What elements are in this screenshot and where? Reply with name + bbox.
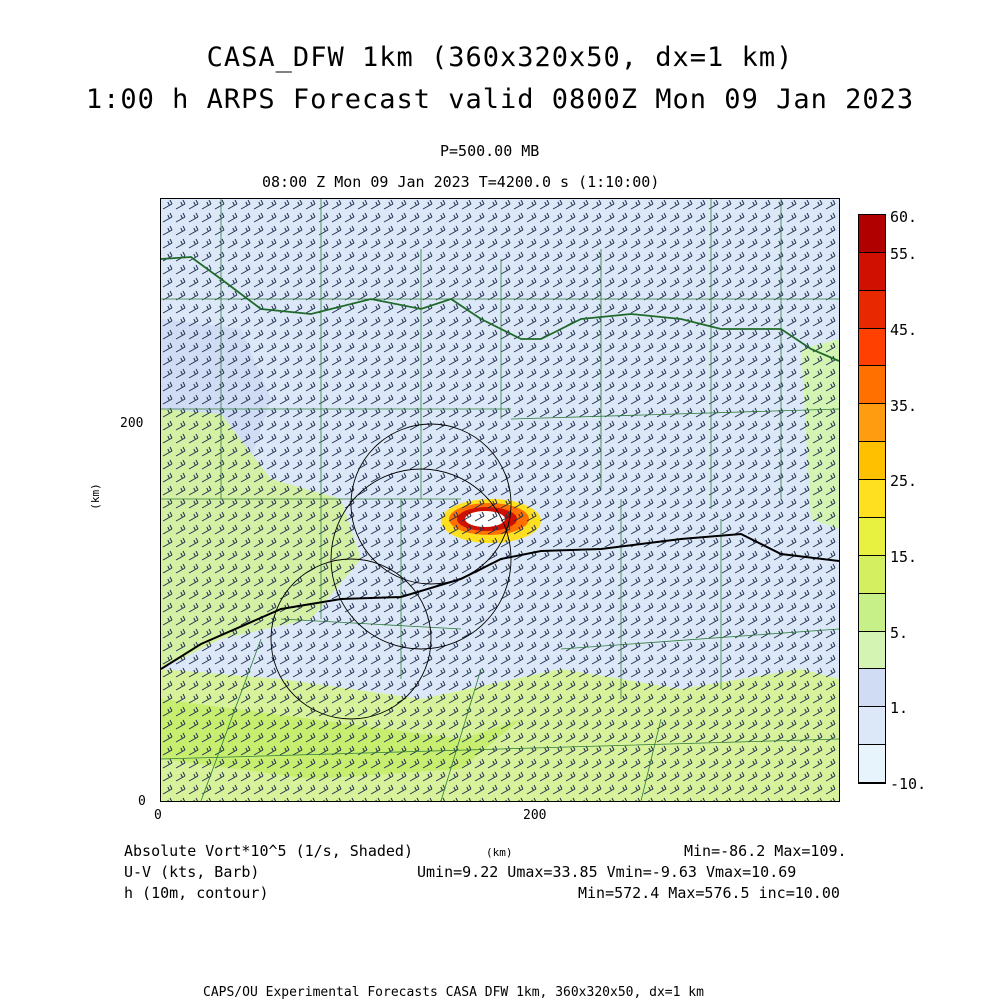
title-line-1: CASA_DFW 1km (360x320x50, dx=1 km) xyxy=(206,42,794,73)
colorbar-swatch xyxy=(859,594,885,632)
colorbar-swatch xyxy=(859,669,885,707)
valid-time: 08:00 Z Mon 09 Jan 2023 T=4200.0 s (1:10:00) xyxy=(262,173,660,191)
colorbar-swatch xyxy=(859,442,885,480)
y-tick-label-200: 200 xyxy=(120,416,144,431)
legend-field-1-stats: Min=-86.2 Max=109. xyxy=(684,842,847,860)
colorbar-label-5: 5. xyxy=(890,624,909,642)
pressure-level: P=500.00 MB xyxy=(440,142,540,160)
x-axis-label: (km) xyxy=(486,846,513,859)
colorbar-swatch xyxy=(859,745,885,783)
map-plot-area xyxy=(160,198,840,802)
legend-field-2-stats: Umin=9.22 Umax=33.85 Vmin=-9.63 Vmax=10.69 xyxy=(417,863,797,881)
x-tick-label-0: 0 xyxy=(154,808,162,823)
x-tick-label-200: 200 xyxy=(523,808,547,823)
legend-field-3-stats: Min=572.4 Max=576.5 inc=10.00 xyxy=(578,884,840,902)
map-svg xyxy=(161,199,839,801)
colorbar-swatch xyxy=(859,291,885,329)
title-line-2: 1:00 h ARPS Forecast valid 0800Z Mon 09 Jan 2023 xyxy=(85,84,915,115)
colorbar-swatch xyxy=(859,329,885,367)
colorbar-swatch xyxy=(859,215,885,253)
y-tick-label-0: 0 xyxy=(138,794,146,809)
colorbar-label-55: 55. xyxy=(890,245,918,263)
colorbar-label-60: 60. xyxy=(890,208,918,226)
footer-credit: CAPS/OU Experimental Forecasts CASA DFW 1km, 360x320x50, dx=1 km xyxy=(203,985,704,1000)
colorbar-label-25: 25. xyxy=(890,472,918,490)
colorbar-label-minus10: -10. xyxy=(890,775,927,793)
colorbar-label-1: 1. xyxy=(890,699,909,717)
colorbar-label-45: 45. xyxy=(890,321,918,339)
legend-field-2: U-V (kts, Barb) xyxy=(124,863,260,881)
colorbar xyxy=(858,214,886,784)
colorbar-swatch xyxy=(859,632,885,670)
colorbar-swatch xyxy=(859,404,885,442)
y-axis-label: (km) xyxy=(88,483,102,510)
colorbar-swatch xyxy=(859,556,885,594)
colorbar-swatch xyxy=(859,707,885,745)
wind-barbs xyxy=(161,199,839,801)
colorbar-swatch xyxy=(859,366,885,404)
colorbar-swatch xyxy=(859,253,885,291)
colorbar-swatch xyxy=(859,518,885,556)
legend-field-1: Absolute Vort*10^5 (1/s, Shaded) xyxy=(124,842,413,860)
colorbar-label-35: 35. xyxy=(890,397,918,415)
colorbar-label-15: 15. xyxy=(890,548,918,566)
legend-field-3: h (10m, contour) xyxy=(124,884,269,902)
colorbar-swatch xyxy=(859,480,885,518)
